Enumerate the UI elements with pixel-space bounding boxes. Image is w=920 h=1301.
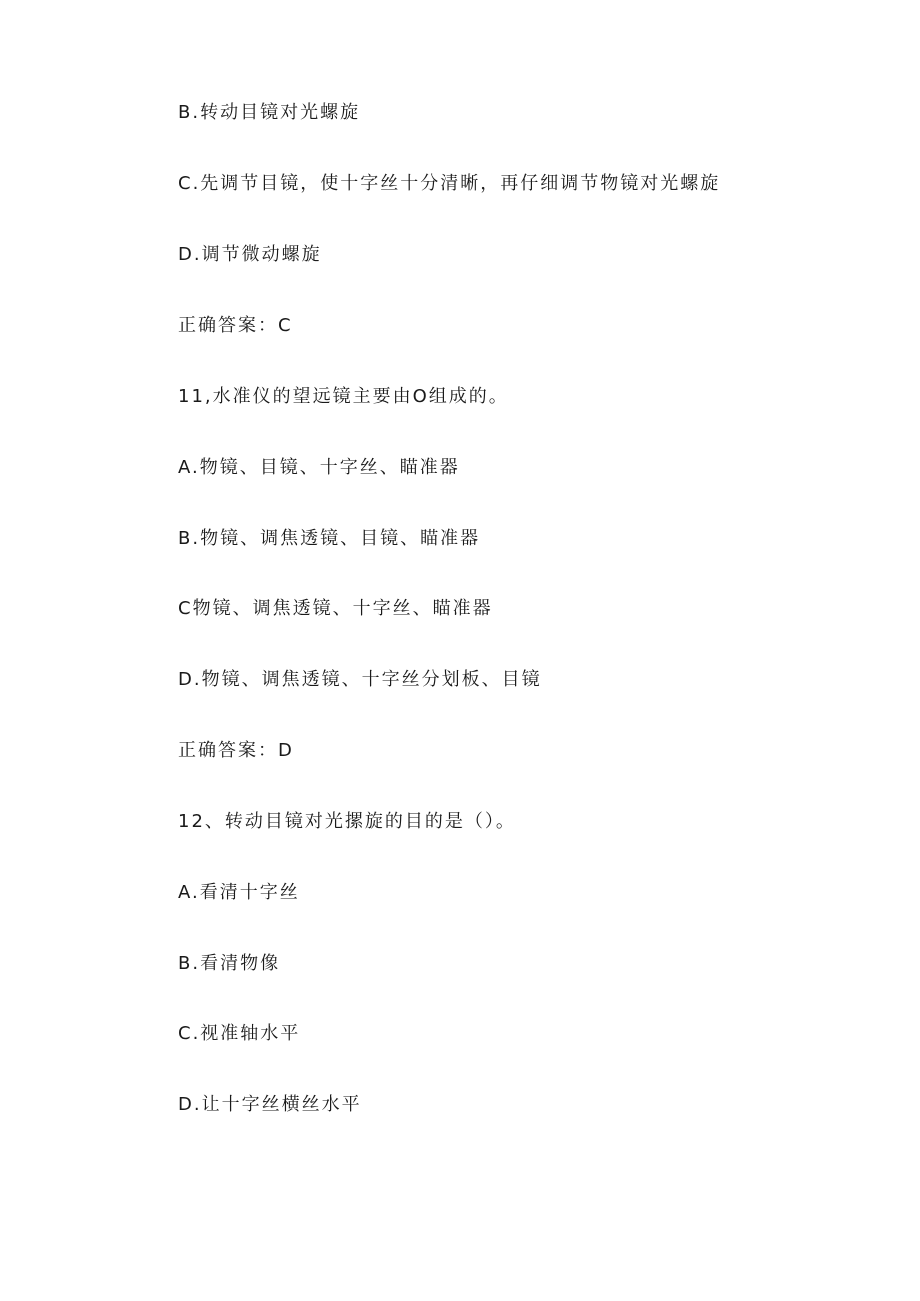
q12-option-a: A.看清十字丝: [178, 882, 300, 903]
q10-option-b: B.转动目镜对光螺旋: [178, 102, 361, 123]
q11-question: 11,水准仪的望远镜主要由O组成的。: [178, 386, 509, 407]
q12-option-b: B.看清物像: [178, 953, 281, 974]
q10-option-d: D.调节微动螺旋: [178, 244, 322, 265]
q11-option-b: B.物镜、调焦透镜、目镜、瞄准器: [178, 528, 481, 549]
q11-answer: 正确答案：D: [178, 740, 294, 761]
q12-option-c: C.视准轴水平: [178, 1023, 301, 1044]
q10-option-c: C.先调节目镜，使十字丝十分清晰，再仔细调节物镜对光螺旋: [178, 173, 721, 194]
q12-option-d: D.让十字丝横丝水平: [178, 1094, 362, 1115]
q11-option-a: A.物镜、目镜、十字丝、瞄准器: [178, 457, 460, 478]
q12-question: 12、转动目镜对光摞旋的目的是（）。: [178, 811, 516, 832]
q11-option-d: D.物镜、调焦透镜、十字丝分划板、目镜: [178, 669, 542, 690]
q11-option-c: C物镜、调焦透镜、十字丝、瞄准器: [178, 598, 493, 619]
q10-answer: 正确答案：C: [178, 315, 293, 336]
